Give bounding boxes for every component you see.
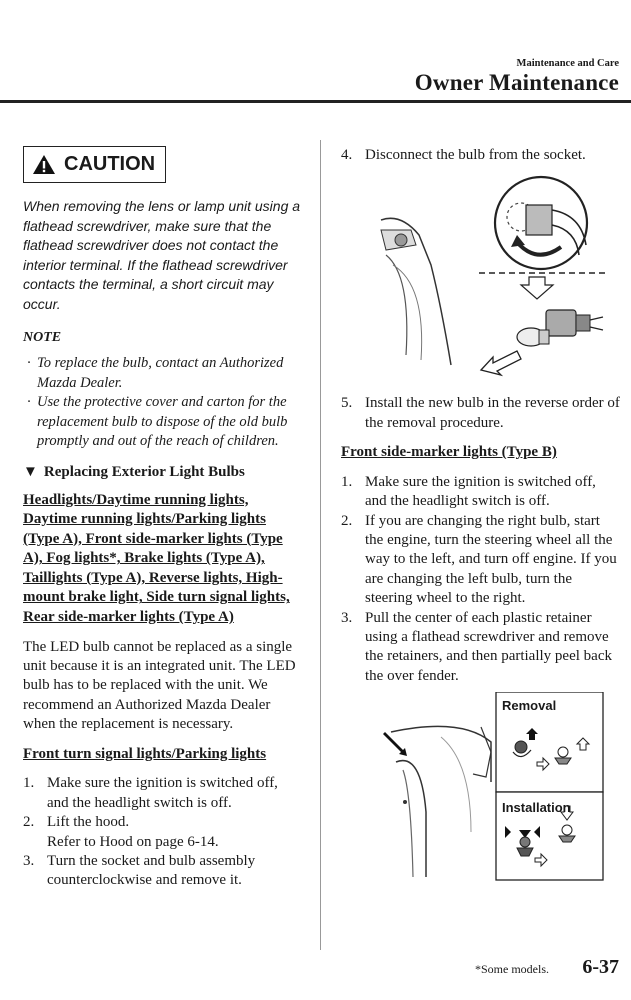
retainer-figure (341, 692, 621, 882)
column-divider (320, 140, 321, 950)
step-number: 5. (341, 395, 353, 412)
step-text: Pull the center of each plastic retainer using a flathead screwdriver and remove the retainers, and then partially peel back the over fender. (365, 609, 612, 684)
step-text: Make sure the ignition is switched off, and the headlight switch is off. (365, 473, 596, 510)
step-item (341, 394, 621, 433)
page-title: Owner Maintenance (414, 70, 619, 95)
removal-label: Removal (502, 698, 557, 714)
step-item (23, 774, 303, 813)
step-text: Install the new bulb in the reverse order of the removal procedure. (365, 395, 620, 431)
step-item (341, 512, 621, 609)
retainer-illustration (341, 692, 611, 882)
left-column (23, 146, 303, 891)
step-item (341, 146, 621, 165)
bulb-removal-figure (341, 175, 621, 380)
step-item (341, 609, 621, 687)
step-text: Make sure the ignition is switched off, and the headlight switch is off. (47, 775, 278, 811)
caution-text: When removing the lens or lamp unit using a flathead screwdriver, make sure that the flathead screwdriver does not contact the interior terminal. If the flathead screwdriver contacts the terminal, a short circuit may occur. (23, 198, 301, 312)
step-text: Turn the socket and bulb assembly counterclockwise and remove it. (47, 852, 256, 889)
bulb-removal-illustration (341, 175, 611, 380)
note-list (23, 354, 303, 452)
step-number: 3. (23, 852, 35, 869)
section-heading (23, 464, 303, 481)
note-title: NOTE (23, 330, 62, 345)
caution-label: CAUTION (64, 153, 156, 175)
subsection-b-title: Front turn signal lights/Parking lights (23, 745, 267, 762)
step-text: Lift the hood. (47, 814, 130, 831)
header-section: Maintenance and Care (516, 58, 619, 69)
subsection-c-steps (341, 473, 621, 686)
step-number: 2. (341, 512, 353, 529)
step-number: 3. (341, 609, 353, 626)
note-item: · To replace the bulb, contact an Authorized Mazda Dealer. (23, 354, 303, 393)
subsection-b-steps (23, 774, 303, 890)
step-number: 2. (23, 814, 35, 831)
step-4-list (341, 146, 621, 165)
page-reference: Refer to Hood on page 6-14. (47, 833, 219, 850)
note-item: · Use the protective cover and carton for the replacement bulb to dispose of the old bulb promptly and out of the reach of children. (23, 393, 303, 452)
step-number: 1. (23, 775, 35, 792)
section-title: Replacing Exterior Light Bulbs (43, 463, 245, 480)
installation-label: Installation (502, 800, 571, 816)
subsection-a-text: The LED bulb cannot be replaced as a single unit because it is an integrated unit. The LED bulb has to be replaced with the unit. We recommend an Authorized Mazda Dealer when the replacement is necessary. (23, 638, 296, 733)
step-item (23, 852, 303, 891)
subsection-a-title: Headlights/Daytime running lights, Daytime running lights/Parking lights (Type A), Front side-marker lights (Type A), Fog lights*, Brake lights (Type A), Taillights (Type A), Reverse lights, High-mount brake light, Side turn signal lights, Rear side-marker lights (Type A) (23, 491, 290, 626)
header-rule (0, 100, 631, 103)
step-text: If you are changing the right bulb, start the engine, turn the steering wheel all the way to the left, and turn off engine. If you are changing the left bulb, turn the steering wheel to the right. (365, 512, 617, 607)
step-text: Disconnect the bulb from the socket. (365, 147, 586, 163)
step-number: 4. (341, 147, 353, 163)
section-marker: ▼ (23, 463, 38, 480)
subsection-c-title: Front side-marker lights (Type B) (341, 444, 557, 461)
step-item (23, 813, 303, 852)
right-column (341, 146, 621, 896)
step-number: 1. (341, 473, 353, 490)
warning-triangle-icon (32, 154, 56, 175)
footer-note: *Some models. (475, 962, 549, 976)
page-number: 6-37 (582, 956, 619, 978)
caution-box (23, 146, 166, 183)
step-item (341, 473, 621, 512)
step-5-list (341, 394, 621, 433)
